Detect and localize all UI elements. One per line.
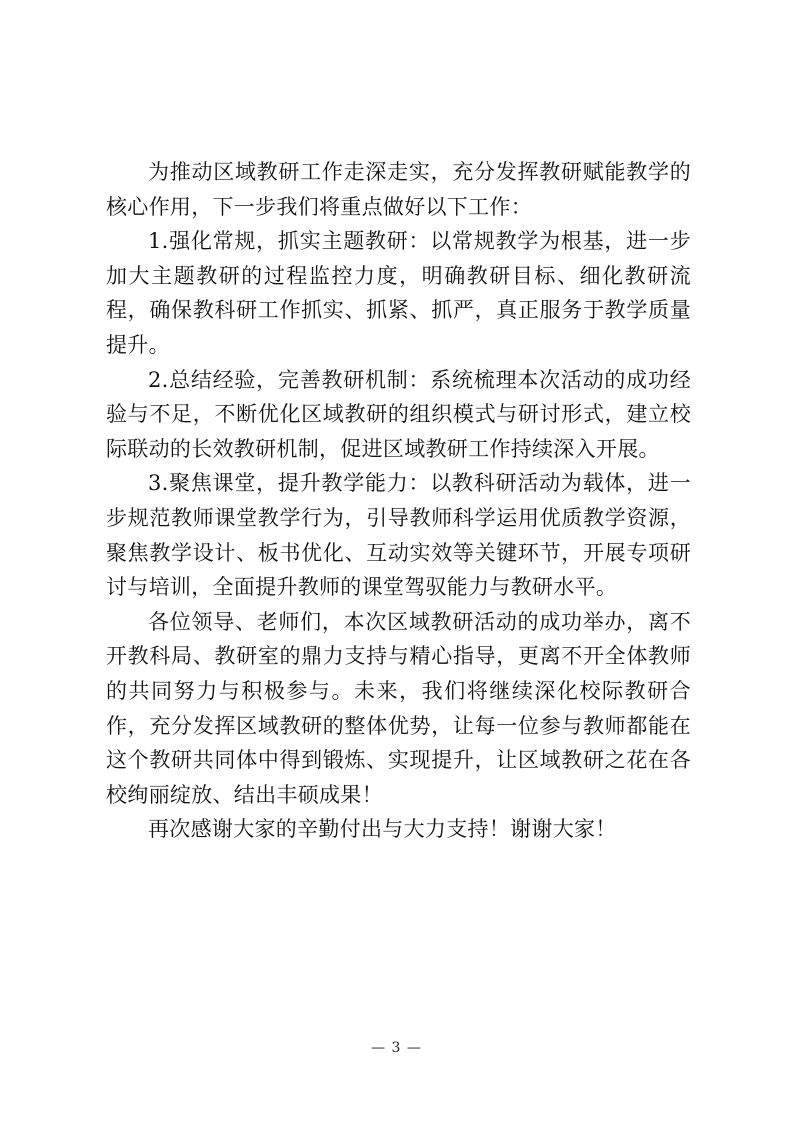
item-2-paragraph: 2.总结经验，完善教研机制：系统梳理本次活动的成功经验与不足，不断优化区域教研的组织模式与研讨形式，建立校际联动的长效教研机制，促进区域教研工作持续深入开展。 bbox=[106, 367, 691, 461]
item-1-paragraph: 1.强化常规，抓实主题教研：以常规教学为根基，进一步加大主题教研的过程监控力度，明确教研目标、细化教研流程，确保教科研工作抓实、抓紧、抓严，真正服务于教学质量提升。 bbox=[106, 229, 691, 357]
intro-paragraph: 为推动区域教研工作走深走实，充分发挥教研赋能教学的核心作用，下一步我们将重点做好以下工作： bbox=[106, 160, 691, 219]
closing-paragraph: 各位领导、老师们，本次区域教研活动的成功举办，离不开教科局、教研室的鼎力支持与精心指导，更离不开全体教师的共同努力与积极参与。未来，我们将继续深化校际教研合作，充分发挥区域教研的整体优势，让每一位参与教师都能在这个教研共同体中得到锻炼、实现提升，让区域教研之花在各校绚丽绽放、结出丰硕成果！ bbox=[106, 609, 691, 807]
thanks-paragraph: 再次感谢大家的辛勤付出与大力支持！谢谢大家！ bbox=[148, 817, 617, 842]
page-number: — 3 — bbox=[371, 1040, 422, 1056]
item-3-paragraph: 3.聚焦课堂，提升教学能力：以教科研活动为载体，进一步规范教师课堂教学行为，引导教师科学运用优质教学资源，聚焦教学设计、板书优化、互动实效等关键环节，开展专项研讨与培训，全面提升教师的课堂驾驭能力与教研水平。 bbox=[106, 471, 691, 600]
document-body bbox=[106, 155, 691, 847]
